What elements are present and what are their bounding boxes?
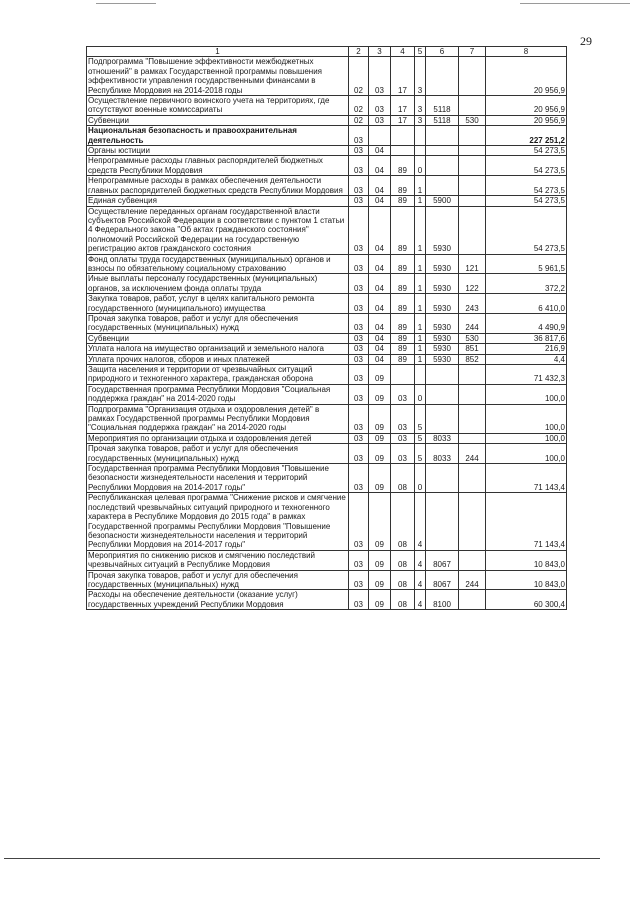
expense-type-code: 244 <box>459 313 486 333</box>
table-row <box>87 333 567 343</box>
expense-type-code <box>459 156 486 176</box>
table-row <box>87 96 567 116</box>
program-code: 89 <box>391 274 415 294</box>
row-amount: 100,0 <box>486 384 567 404</box>
section-code: 03 <box>349 156 369 176</box>
program-code: 08 <box>391 550 415 570</box>
section-code: 03 <box>349 294 369 314</box>
expense-type-code <box>459 493 486 550</box>
row-amount: 54 273,5 <box>486 176 567 196</box>
subprogram-code: 4 <box>415 493 426 550</box>
row-name: Республиканская целевая программа "Снижение рисков и смягчение последствий чрезвычайных ситуаций природного и техногенного характера в Республике Мордовия до 2015 года" в рамках Государственной программы Республики Мордовия "Повышение безопасности жизнедеятельности населения и территорий Республики Мордовия на 2014-2017 годы" <box>87 493 349 550</box>
row-amount: 6 410,0 <box>486 294 567 314</box>
row-name: Государственная программа Республики Мордовия "Социальная поддержка граждан" на 2014-2020 годы <box>87 384 349 404</box>
program-code: 03 <box>391 384 415 404</box>
expense-type-code <box>459 57 486 96</box>
program-code: 89 <box>391 354 415 364</box>
table-row <box>87 156 567 176</box>
row-amount: 71 432,3 <box>486 365 567 385</box>
section-code: 02 <box>349 115 369 125</box>
item-code <box>426 156 459 176</box>
section-code: 03 <box>349 274 369 294</box>
program-code: 03 <box>391 444 415 464</box>
table-row <box>87 444 567 464</box>
section-code: 03 <box>349 493 369 550</box>
column-header: 7 <box>459 47 486 57</box>
subprogram-code: 1 <box>415 333 426 343</box>
subsection-code: 04 <box>369 274 391 294</box>
item-code: 5930 <box>426 344 459 354</box>
section-code: 03 <box>349 344 369 354</box>
row-name: Субвенции <box>87 333 349 343</box>
item-code: 5900 <box>426 196 459 206</box>
section-code: 03 <box>349 464 369 493</box>
table-row <box>87 146 567 156</box>
section-code: 03 <box>349 570 369 590</box>
program-code: 17 <box>391 57 415 96</box>
table-row <box>87 115 567 125</box>
subprogram-code: 1 <box>415 294 426 314</box>
table-row <box>87 433 567 443</box>
row-amount: 71 143,4 <box>486 493 567 550</box>
subprogram-code: 3 <box>415 57 426 96</box>
row-amount: 71 143,4 <box>486 464 567 493</box>
row-name: Прочая закупка товаров, работ и услуг для обеспечения государственных (муниципальных) нужд <box>87 313 349 333</box>
subprogram-code: 1 <box>415 344 426 354</box>
section-code: 02 <box>349 96 369 116</box>
table-row <box>87 254 567 274</box>
subprogram-code: 1 <box>415 354 426 364</box>
expense-type-code <box>459 384 486 404</box>
expense-type-code <box>459 196 486 206</box>
subsection-code: 04 <box>369 294 391 314</box>
subprogram-code: 3 <box>415 96 426 116</box>
section-code: 03 <box>349 254 369 274</box>
item-code <box>426 57 459 96</box>
subsection-code: 03 <box>369 96 391 116</box>
budget-table <box>86 46 567 610</box>
item-code: 5930 <box>426 206 459 254</box>
expense-type-code <box>459 404 486 433</box>
expense-type-code <box>459 176 486 196</box>
table-row <box>87 384 567 404</box>
column-header: 5 <box>415 47 426 57</box>
section-code: 03 <box>349 196 369 206</box>
row-amount: 5 961,5 <box>486 254 567 274</box>
row-name: Непрограммные расходы главных распорядителей бюджетных средств Республики Мордовия <box>87 156 349 176</box>
subsection-code: 04 <box>369 206 391 254</box>
column-header: 8 <box>486 47 567 57</box>
row-name: Уплата прочих налогов, сборов и иных платежей <box>87 354 349 364</box>
expense-type-code <box>459 96 486 116</box>
program-code: 89 <box>391 196 415 206</box>
item-code: 5930 <box>426 354 459 364</box>
item-code: 8067 <box>426 550 459 570</box>
section-code: 03 <box>349 590 369 610</box>
item-code <box>426 365 459 385</box>
section-code: 03 <box>349 550 369 570</box>
expense-type-code: 243 <box>459 294 486 314</box>
table-row <box>87 570 567 590</box>
program-code: 89 <box>391 294 415 314</box>
column-header: 1 <box>87 47 349 57</box>
program-code: 08 <box>391 493 415 550</box>
item-code <box>426 493 459 550</box>
section-code: 03 <box>349 444 369 464</box>
program-code: 89 <box>391 156 415 176</box>
column-header: 3 <box>369 47 391 57</box>
item-code: 5118 <box>426 96 459 116</box>
row-amount: 100,0 <box>486 404 567 433</box>
program-code: 89 <box>391 333 415 343</box>
row-name: Осуществление первичного воинского учета на территориях, где отсутствуют военные комиссариаты <box>87 96 349 116</box>
row-amount: 372,2 <box>486 274 567 294</box>
section-code: 03 <box>349 176 369 196</box>
expense-type-code <box>459 146 486 156</box>
subprogram-code <box>415 365 426 385</box>
subsection-code: 09 <box>369 464 391 493</box>
item-code: 5930 <box>426 254 459 274</box>
expense-type-code: 851 <box>459 344 486 354</box>
subprogram-code: 1 <box>415 274 426 294</box>
row-name: Расходы на обеспечение деятельности (оказание услуг) государственных учреждений Республики Мордовия <box>87 590 349 610</box>
item-code: 5930 <box>426 294 459 314</box>
program-code: 03 <box>391 404 415 433</box>
row-name: Единая субвенция <box>87 196 349 206</box>
program-code <box>391 126 415 146</box>
subprogram-code: 5 <box>415 444 426 464</box>
subprogram-code: 1 <box>415 254 426 274</box>
row-name: Мероприятия по снижению рисков и смягчению последствий чрезвычайных ситуаций в Республике Мордовия <box>87 550 349 570</box>
item-code: 8033 <box>426 433 459 443</box>
table-row <box>87 294 567 314</box>
row-name: Органы юстиции <box>87 146 349 156</box>
section-code: 03 <box>349 126 369 146</box>
item-code: 5930 <box>426 274 459 294</box>
subprogram-code: 1 <box>415 313 426 333</box>
item-code: 8100 <box>426 590 459 610</box>
subprogram-code: 3 <box>415 115 426 125</box>
table-row <box>87 550 567 570</box>
subprogram-code: 0 <box>415 156 426 176</box>
subprogram-code: 0 <box>415 464 426 493</box>
subprogram-code: 0 <box>415 384 426 404</box>
item-code: 5930 <box>426 313 459 333</box>
program-code <box>391 365 415 385</box>
item-code: 5118 <box>426 115 459 125</box>
subsection-code: 09 <box>369 404 391 433</box>
table-row <box>87 404 567 433</box>
subprogram-code: 1 <box>415 206 426 254</box>
table-row <box>87 354 567 364</box>
program-code: 89 <box>391 344 415 354</box>
row-name: Подпрограмма "Организация отдыха и оздоровления детей" в рамках Государственной программы Республики Мордовия "Социальная поддержка граждан" на 2014-2020 годы <box>87 404 349 433</box>
subprogram-code: 5 <box>415 404 426 433</box>
row-name: Закупка товаров, работ, услуг в целях капитального ремонта государственного (муниципального) имущества <box>87 294 349 314</box>
expense-type-code <box>459 433 486 443</box>
section-code: 03 <box>349 146 369 156</box>
subsection-code: 09 <box>369 444 391 464</box>
table-row <box>87 274 567 294</box>
column-header: 2 <box>349 47 369 57</box>
subsection-code: 03 <box>369 57 391 96</box>
subsection-code: 09 <box>369 493 391 550</box>
program-code: 08 <box>391 570 415 590</box>
item-code <box>426 384 459 404</box>
row-amount: 227 251,2 <box>486 126 567 146</box>
program-code: 89 <box>391 254 415 274</box>
page-number: 29 <box>580 34 592 48</box>
row-name: Уплата налога на имущество организаций и земельного налога <box>87 344 349 354</box>
subsection-code: 04 <box>369 156 391 176</box>
program-code: 89 <box>391 206 415 254</box>
row-amount: 54 273,5 <box>486 196 567 206</box>
table-row <box>87 313 567 333</box>
row-amount: 20 956,9 <box>486 57 567 96</box>
subprogram-code <box>415 146 426 156</box>
table-row <box>87 493 567 550</box>
item-code: 5930 <box>426 333 459 343</box>
subprogram-code: 4 <box>415 590 426 610</box>
column-header: 6 <box>426 47 459 57</box>
program-code: 17 <box>391 115 415 125</box>
scan-mark-top-right <box>520 3 630 4</box>
row-name: Национальная безопасность и правоохранительная деятельность <box>87 126 349 146</box>
subsection-code: 04 <box>369 196 391 206</box>
row-name: Защита населения и территории от чрезвычайных ситуаций природного и техногенного характера, гражданская оборона <box>87 365 349 385</box>
item-code <box>426 146 459 156</box>
column-header: 4 <box>391 47 415 57</box>
subprogram-code: 1 <box>415 196 426 206</box>
expense-type-code <box>459 464 486 493</box>
program-code: 08 <box>391 590 415 610</box>
row-name: Иные выплаты персоналу государственных (муниципальных) органов, за исключением фонда оплаты труда <box>87 274 349 294</box>
subsection-code: 09 <box>369 550 391 570</box>
subsection-code: 04 <box>369 146 391 156</box>
section-code: 03 <box>349 404 369 433</box>
expense-type-code: 122 <box>459 274 486 294</box>
expense-type-code: 244 <box>459 570 486 590</box>
expense-type-code: 530 <box>459 333 486 343</box>
section-code: 03 <box>349 206 369 254</box>
program-code: 89 <box>391 176 415 196</box>
program-code: 89 <box>391 313 415 333</box>
subsection-code: 09 <box>369 365 391 385</box>
subsection-code: 09 <box>369 384 391 404</box>
expense-type-code: 121 <box>459 254 486 274</box>
program-code: 17 <box>391 96 415 116</box>
row-name: Подпрограмма "Повышение эффективности межбюджетных отношений" в рамках Государственной программы повышения эффективности управления государственными финансами в Республике Мордовия на 2014-2018 годы <box>87 57 349 96</box>
table-header-row <box>87 47 567 57</box>
table-row <box>87 464 567 493</box>
subsection-code <box>369 126 391 146</box>
row-amount: 54 273,5 <box>486 156 567 176</box>
section-code: 03 <box>349 433 369 443</box>
item-code: 8067 <box>426 570 459 590</box>
row-name: Субвенции <box>87 115 349 125</box>
section-code: 03 <box>349 313 369 333</box>
table-row <box>87 365 567 385</box>
item-code <box>426 464 459 493</box>
subprogram-code: 4 <box>415 550 426 570</box>
subsection-code: 04 <box>369 313 391 333</box>
expense-type-code: 852 <box>459 354 486 364</box>
item-code <box>426 404 459 433</box>
expense-type-code <box>459 590 486 610</box>
subsection-code: 03 <box>369 115 391 125</box>
row-amount: 60 300,4 <box>486 590 567 610</box>
section-code: 03 <box>349 333 369 343</box>
subsection-code: 04 <box>369 344 391 354</box>
scan-mark-top-left <box>96 3 156 4</box>
subsection-code: 09 <box>369 570 391 590</box>
row-amount: 36 817,6 <box>486 333 567 343</box>
program-code <box>391 146 415 156</box>
table-row <box>87 344 567 354</box>
expense-type-code <box>459 206 486 254</box>
row-amount: 54 273,5 <box>486 146 567 156</box>
row-name: Государственная программа Республики Мордовия "Повышение безопасности жизнедеятельности населения и территорий Республики Мордовия на 2014-2017 годы" <box>87 464 349 493</box>
subsection-code: 04 <box>369 354 391 364</box>
row-amount: 100,0 <box>486 433 567 443</box>
item-code <box>426 176 459 196</box>
item-code <box>426 126 459 146</box>
row-amount: 10 843,0 <box>486 570 567 590</box>
subsection-code: 04 <box>369 176 391 196</box>
row-name: Прочая закупка товаров, работ и услуг для обеспечения государственных (муниципальных) нужд <box>87 570 349 590</box>
page-bottom-rule <box>4 858 600 859</box>
table-row <box>87 176 567 196</box>
row-name: Осуществление переданных органам государственной власти субъектов Российской Федерации в соответствии с пунктом 1 статьи 4 Федерального закона "Об актах гражданского состояния" полномочий Российской Федерации на государственную регистрацию актов гражданского состояния <box>87 206 349 254</box>
subsection-code: 04 <box>369 333 391 343</box>
subsection-code: 04 <box>369 254 391 274</box>
table-row <box>87 57 567 96</box>
table-row <box>87 590 567 610</box>
section-code: 02 <box>349 57 369 96</box>
subprogram-code: 5 <box>415 433 426 443</box>
subsection-code: 09 <box>369 590 391 610</box>
subprogram-code: 4 <box>415 570 426 590</box>
section-code: 03 <box>349 354 369 364</box>
program-code: 08 <box>391 464 415 493</box>
expense-type-code <box>459 126 486 146</box>
row-amount: 216,9 <box>486 344 567 354</box>
row-name: Прочая закупка товаров, работ и услуг для обеспечения государственных (муниципальных) нужд <box>87 444 349 464</box>
expense-type-code <box>459 550 486 570</box>
row-name: Фонд оплаты труда государственных (муниципальных) органов и взносы по обязательному социальному страхованию <box>87 254 349 274</box>
subsection-code: 09 <box>369 433 391 443</box>
row-amount: 54 273,5 <box>486 206 567 254</box>
row-amount: 10 843,0 <box>486 550 567 570</box>
subprogram-code <box>415 126 426 146</box>
row-amount: 100,0 <box>486 444 567 464</box>
expense-type-code <box>459 365 486 385</box>
row-name: Мероприятия по организации отдыха и оздоровления детей <box>87 433 349 443</box>
expense-type-code: 530 <box>459 115 486 125</box>
table-row <box>87 206 567 254</box>
item-code: 8033 <box>426 444 459 464</box>
row-amount: 20 956,9 <box>486 115 567 125</box>
row-name: Непрограммные расходы в рамках обеспечения деятельности главных распорядителей бюджетных средств Республики Мордовия <box>87 176 349 196</box>
section-code: 03 <box>349 384 369 404</box>
table-row <box>87 196 567 206</box>
expense-type-code: 244 <box>459 444 486 464</box>
program-code: 03 <box>391 433 415 443</box>
section-code: 03 <box>349 365 369 385</box>
table-row <box>87 126 567 146</box>
row-amount: 4,4 <box>486 354 567 364</box>
subprogram-code: 1 <box>415 176 426 196</box>
row-amount: 20 956,9 <box>486 96 567 116</box>
row-amount: 4 490,9 <box>486 313 567 333</box>
